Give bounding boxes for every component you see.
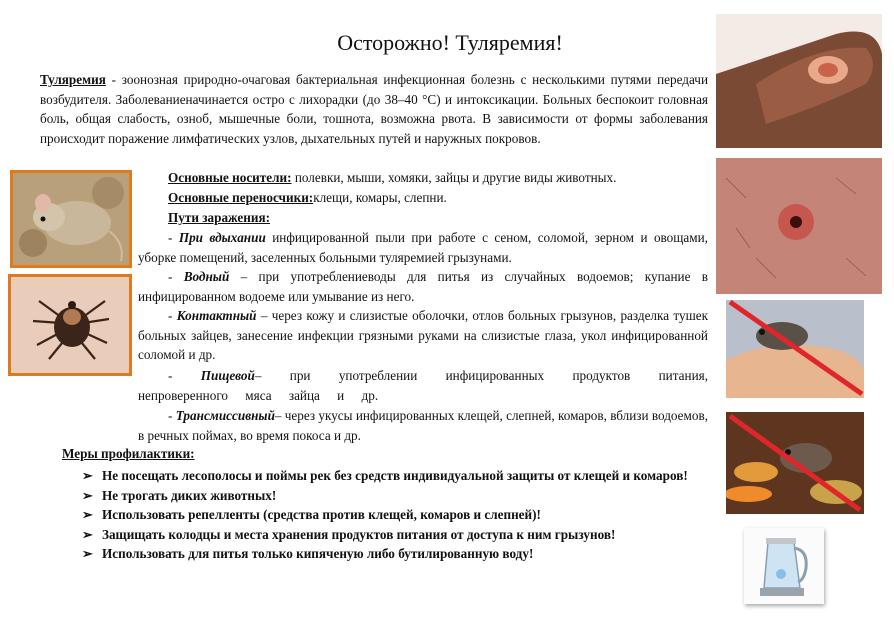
- route-name: Трансмиссивный: [175, 408, 275, 423]
- arrow-bullet-icon: ➢: [82, 526, 94, 542]
- arrow-bullet-icon: ➢: [82, 468, 94, 483]
- page-title: Осторожно! Туляремия!: [337, 30, 563, 55]
- route-dash: -: [168, 408, 176, 423]
- vectors-label: Основные переносчики:: [168, 190, 314, 205]
- arrow-bullet-icon: ➢: [82, 507, 94, 522]
- food-rodent-forbidden: [726, 412, 864, 514]
- vectors-text: клещи, комары, слепни.: [313, 190, 447, 205]
- carriers-line: [168, 168, 616, 188]
- list-item: [82, 525, 722, 545]
- skin-bite-photo: [716, 158, 882, 294]
- carriers-text: полевки, мыши, хомяки, зайцы и другие виды животных.: [291, 170, 617, 185]
- route-text: – при употреблениеводы для питья из случайных водоемов; купание в инфицированном водоеме или умывание из него.: [138, 269, 708, 304]
- intro-text: - зоонозная природно-очаговая бактериальная инфекционная болезнь с несколькими путями передачи возбудителя. Заболеваниеначинается остро с лихорадки (до 38–40 °С) и интоксикации. Больных беспокоит головная боль, общая слабость, озноб, мышечные боли, тошнота, возможна рвота. В зависимости от формы заболевания происходит поражение лимфатических узлов, дыхательных путей и наружных покровов.: [40, 72, 708, 146]
- route-water: [138, 267, 708, 306]
- prevention-text: Использовать репелленты (средства против клещей, комаров и слепней)!: [102, 507, 541, 522]
- route-inhalation: [138, 228, 708, 267]
- term-tularemia: Туляремия: [40, 72, 106, 87]
- route-name: Контактный: [176, 308, 257, 323]
- route-dash: -: [168, 230, 179, 245]
- route-text: – при употреблении инфицированных продуктов питания, непроверенного мяса зайца и др.: [138, 368, 708, 403]
- mouse-photo: [10, 170, 132, 268]
- route-dash: -: [168, 308, 177, 323]
- intro-paragraph: [40, 70, 708, 148]
- list-item: [82, 466, 722, 486]
- route-dash: -: [168, 269, 184, 284]
- arrow-bullet-icon: ➢: [82, 487, 94, 503]
- hand-rodent-forbidden: [726, 300, 864, 398]
- prevention-text: Использовать для питья только кипяченую либо бутилированную воду!: [102, 546, 534, 561]
- route-text: – через укусы инфицированных клещей, слепней, комаров, вблизи водоемов, в речных поймах, во время покоса и др.: [138, 408, 708, 443]
- prevention-text: Не трогать диких животных!: [102, 487, 277, 503]
- route-name: Пищевой: [200, 368, 255, 383]
- route-name: Водный: [183, 269, 230, 284]
- routes-label: Пути заражения:: [168, 210, 271, 225]
- tick-photo: [8, 274, 132, 376]
- list-item: [82, 486, 722, 506]
- route-transmissive: [138, 406, 708, 445]
- prevention-list: [82, 466, 722, 564]
- prevention-label: Меры профилактики:: [62, 446, 195, 461]
- route-text: – через кожу и слизистые оболочки, отлов больных грызунов, разделка тушек больных зайцев, занесение инфекции грязными руками на слизистые глаза, укол инфицированной соломой и др.: [138, 308, 708, 362]
- route-name: При вдыхании: [178, 230, 266, 245]
- vectors-line: [168, 188, 447, 208]
- prevention-text: Защищать колодцы и места хранения продуктов питания от доступа к ним грызунов!: [102, 526, 616, 542]
- routes-label-line: [168, 208, 270, 228]
- kettle-photo: [744, 528, 824, 604]
- prevention-text: Не посещать лесополосы и поймы рек без средств индивидуальной защиты от клещей и комаров!: [102, 468, 688, 483]
- carriers-label: Основные носители:: [168, 170, 292, 185]
- arrow-bullet-icon: ➢: [82, 546, 94, 561]
- thumb-ulcer-photo: [716, 14, 882, 148]
- route-dash: -: [168, 368, 201, 383]
- list-item: [82, 505, 722, 525]
- route-contact: [138, 306, 708, 365]
- list-item: [82, 544, 722, 564]
- route-food: [138, 366, 708, 405]
- route-text: инфицированной пыли при работе с сеном, соломой, зерном и овощами, уборке помещений, заселенных больными туляремией грызунами.: [138, 230, 708, 265]
